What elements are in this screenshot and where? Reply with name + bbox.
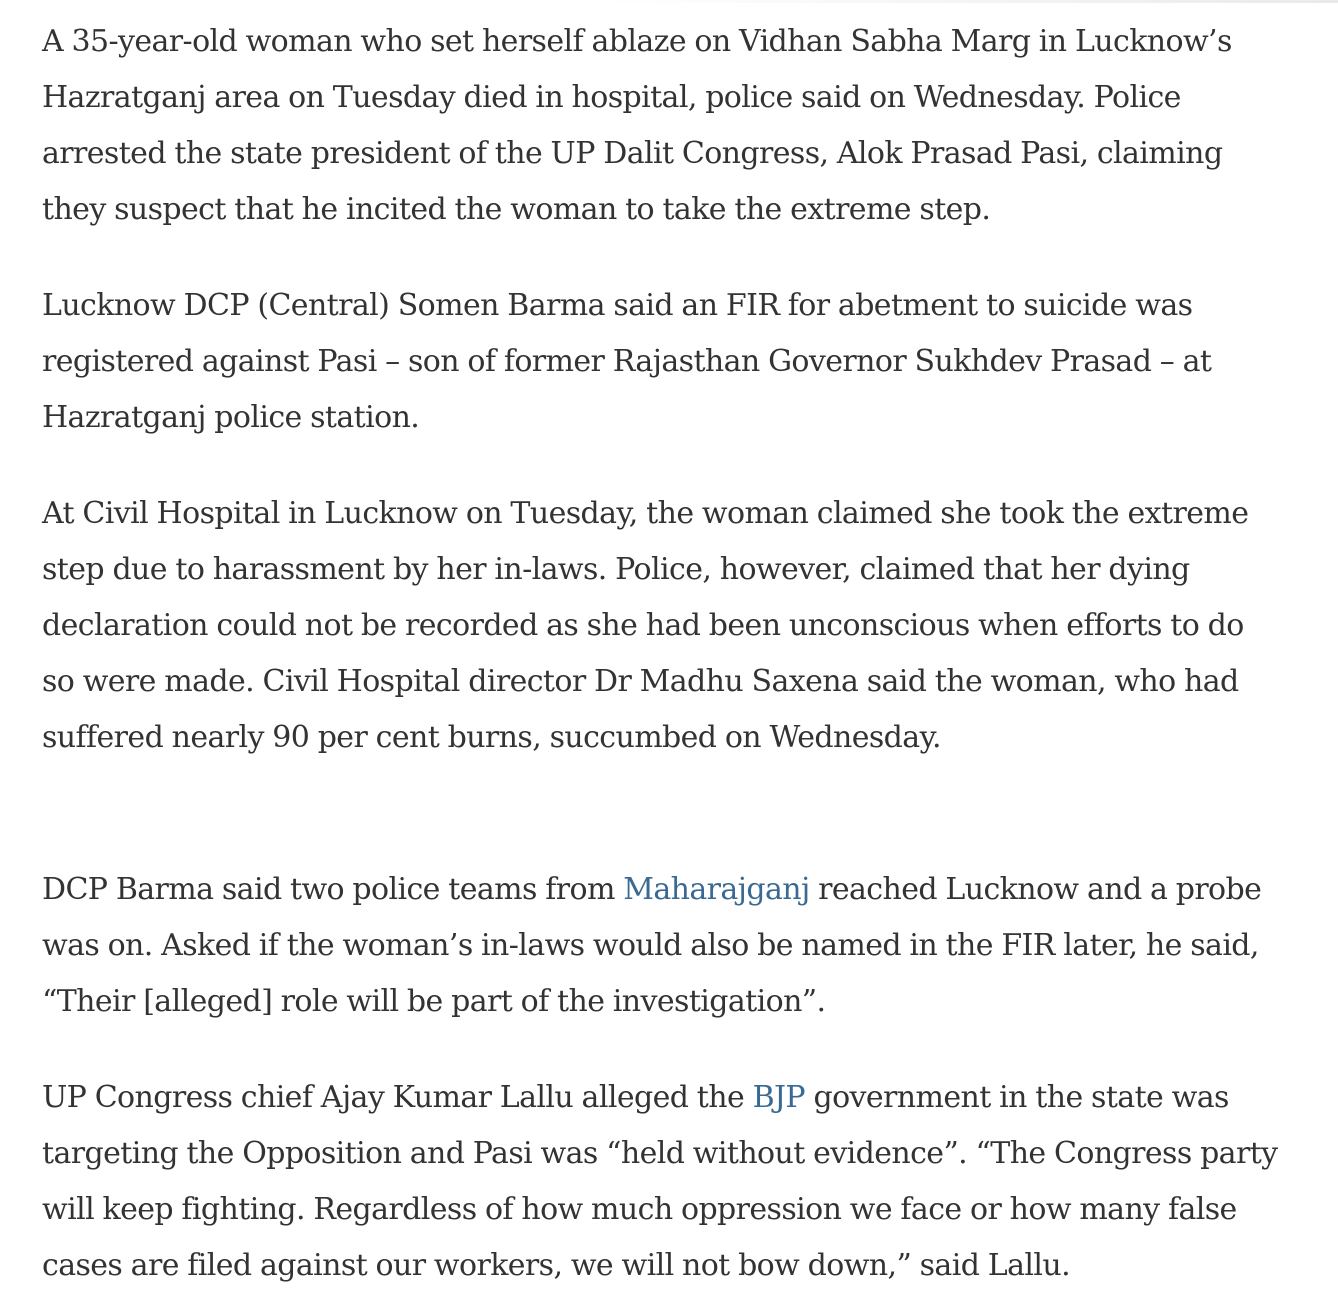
paragraph-line — [42, 862, 1338, 918]
paragraph-line: will keep fighting. Regardless of how much oppression we face or how many false — [42, 1192, 1237, 1227]
paragraph-line: registered against Pasi – son of former Rajasthan Governor Sukhdev Prasad – at — [42, 344, 1212, 379]
maharajganj-link[interactable]: Maharajganj — [623, 872, 810, 907]
paragraph-line: so were made. Civil Hospital director Dr Madhu Saxena said the woman, who had — [42, 664, 1239, 699]
line-text: government in the state was — [805, 1080, 1229, 1115]
paragraph-line: was on. Asked if the woman’s in-laws would also be named in the FIR later, he said, — [42, 928, 1259, 963]
paragraph-line: they suspect that he incited the woman to take the extreme step. — [42, 192, 991, 227]
line-text: DCP Barma said two police teams from — [42, 872, 624, 907]
paragraph-2 — [42, 278, 1338, 446]
paragraph-line: Hazratganj area on Tuesday died in hospital, police said on Wednesday. Police — [42, 80, 1181, 115]
paragraph-1 — [42, 14, 1338, 238]
paragraph-line: declaration could not be recorded as she had been unconscious when efforts to do — [42, 608, 1244, 643]
paragraph-line: A 35-year-old woman who set herself ablaze on Vidhan Sabha Marg in Lucknow’s — [42, 24, 1232, 59]
paragraph-line: suffered nearly 90 per cent burns, succumbed on Wednesday. — [42, 720, 941, 755]
paragraph-line: arrested the state president of the UP Dalit Congress, Alok Prasad Pasi, claiming — [42, 136, 1223, 171]
paragraph-line: “Their [alleged] role will be part of the investigation”. — [42, 984, 826, 1019]
line-text: reached Lucknow and a probe — [809, 872, 1262, 907]
paragraph-5 — [42, 1070, 1338, 1294]
paragraph-line — [42, 1070, 1338, 1126]
paragraph-line: Hazratganj police station. — [42, 400, 420, 435]
paragraph-line: targeting the Opposition and Pasi was “held without evidence”. “The Congress party — [42, 1136, 1278, 1171]
paragraph-3 — [42, 486, 1338, 766]
article-body — [42, 14, 1338, 1294]
top-shadow-bar — [600, 0, 1338, 3]
paragraph-line: cases are filed against our workers, we will not bow down,” said Lallu. — [42, 1248, 1071, 1283]
paragraph-line: Lucknow DCP (Central) Somen Barma said an FIR for abetment to suicide was — [42, 288, 1193, 323]
paragraph-line: step due to harassment by her in-laws. Police, however, claimed that her dying — [42, 552, 1190, 587]
paragraph-4 — [42, 862, 1338, 1030]
bjp-link[interactable]: BJP — [752, 1080, 806, 1115]
paragraph-line: At Civil Hospital in Lucknow on Tuesday, the woman claimed she took the extreme — [42, 496, 1249, 531]
line-text: UP Congress chief Ajay Kumar Lallu alleged the — [42, 1080, 753, 1115]
